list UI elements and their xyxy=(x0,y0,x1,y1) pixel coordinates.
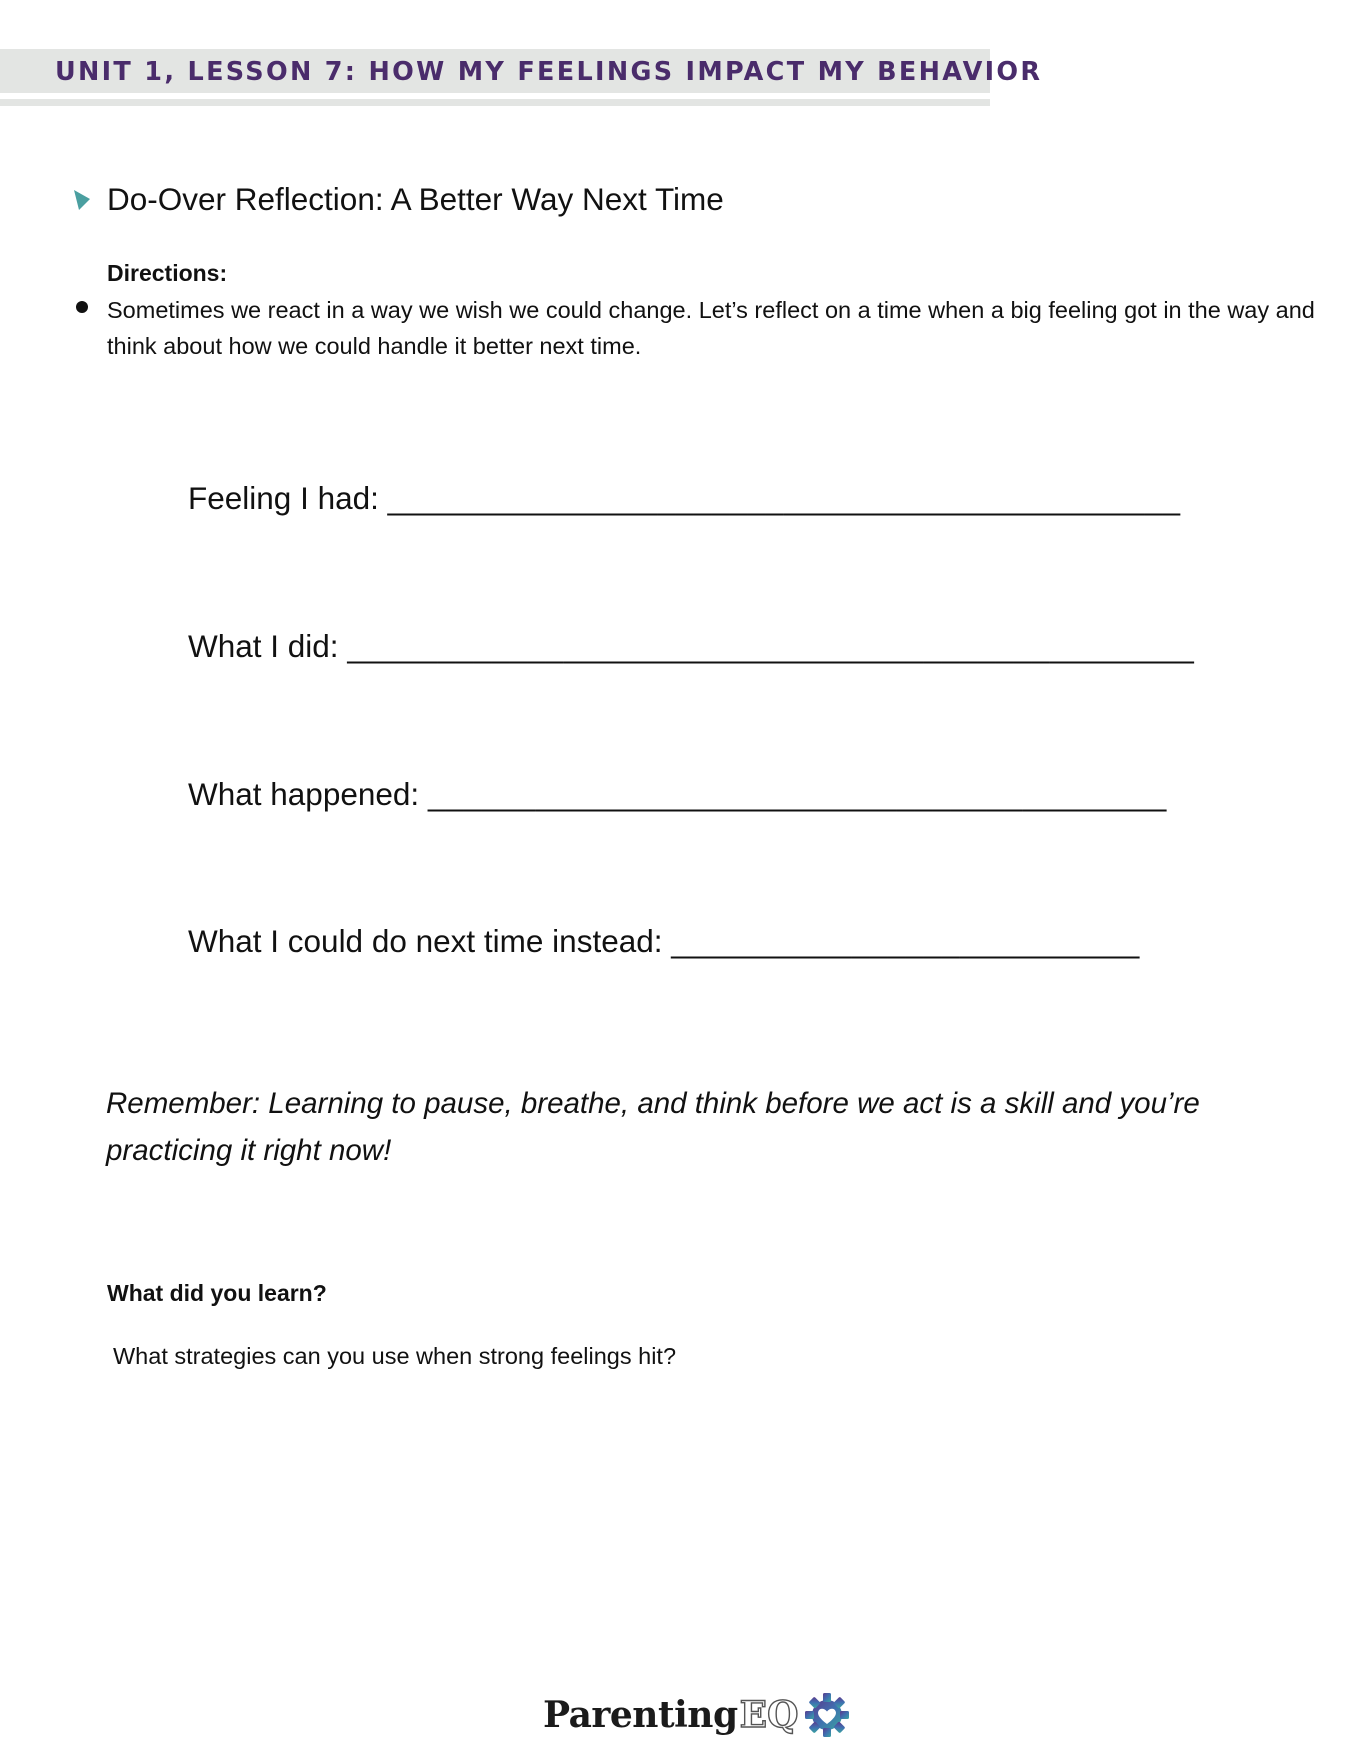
logo-wordmark: Parenting xyxy=(543,1694,738,1736)
directions-label: Directions: xyxy=(107,260,228,286)
learn-question: What strategies can you use when strong feelings hit? xyxy=(113,1343,677,1369)
learn-label: What did you learn? xyxy=(107,1280,327,1306)
gear-heart-icon xyxy=(802,1690,852,1740)
bullet-icon xyxy=(76,301,88,313)
parenting-eq-logo xyxy=(543,1690,852,1740)
section-heading: Do-Over Reflection: A Better Way Next Time xyxy=(107,181,724,217)
field-label: Feeling I had: xyxy=(188,480,379,516)
field-blank-line[interactable]: _______________________________________________ xyxy=(347,628,1195,664)
field-blank-line[interactable]: ____________________________________________ xyxy=(387,480,1181,516)
field-blank-line[interactable]: __________________________ xyxy=(671,923,1140,959)
field-label: What I did: xyxy=(188,628,339,664)
triangle-marker-icon xyxy=(73,188,91,212)
field-label: What I could do next time instead: xyxy=(188,923,663,959)
field-blank-line[interactable]: _________________________________________ xyxy=(427,776,1167,812)
logo-eq-letters: EQ xyxy=(739,1694,799,1736)
field-label: What happened: xyxy=(188,776,420,812)
field-feeling[interactable] xyxy=(188,478,1180,518)
field-what-happened[interactable] xyxy=(188,774,1167,814)
field-next-time[interactable] xyxy=(188,921,1140,961)
directions-text: Sometimes we react in a way we wish we could change. Let’s reflect on a time when a big feeling got in the way and think about how we could handle it better next time. xyxy=(107,297,1315,359)
unit-title: UNIT 1, LESSON 7: HOW MY FEELINGS IMPACT MY BEHAVIOR xyxy=(55,57,1043,87)
field-what-i-did[interactable] xyxy=(188,626,1194,666)
unit-header-underline xyxy=(0,99,990,106)
remember-note: Remember: Learning to pause, breathe, and think before we act is a skill and you’re practicing it right now! xyxy=(106,1087,1200,1167)
